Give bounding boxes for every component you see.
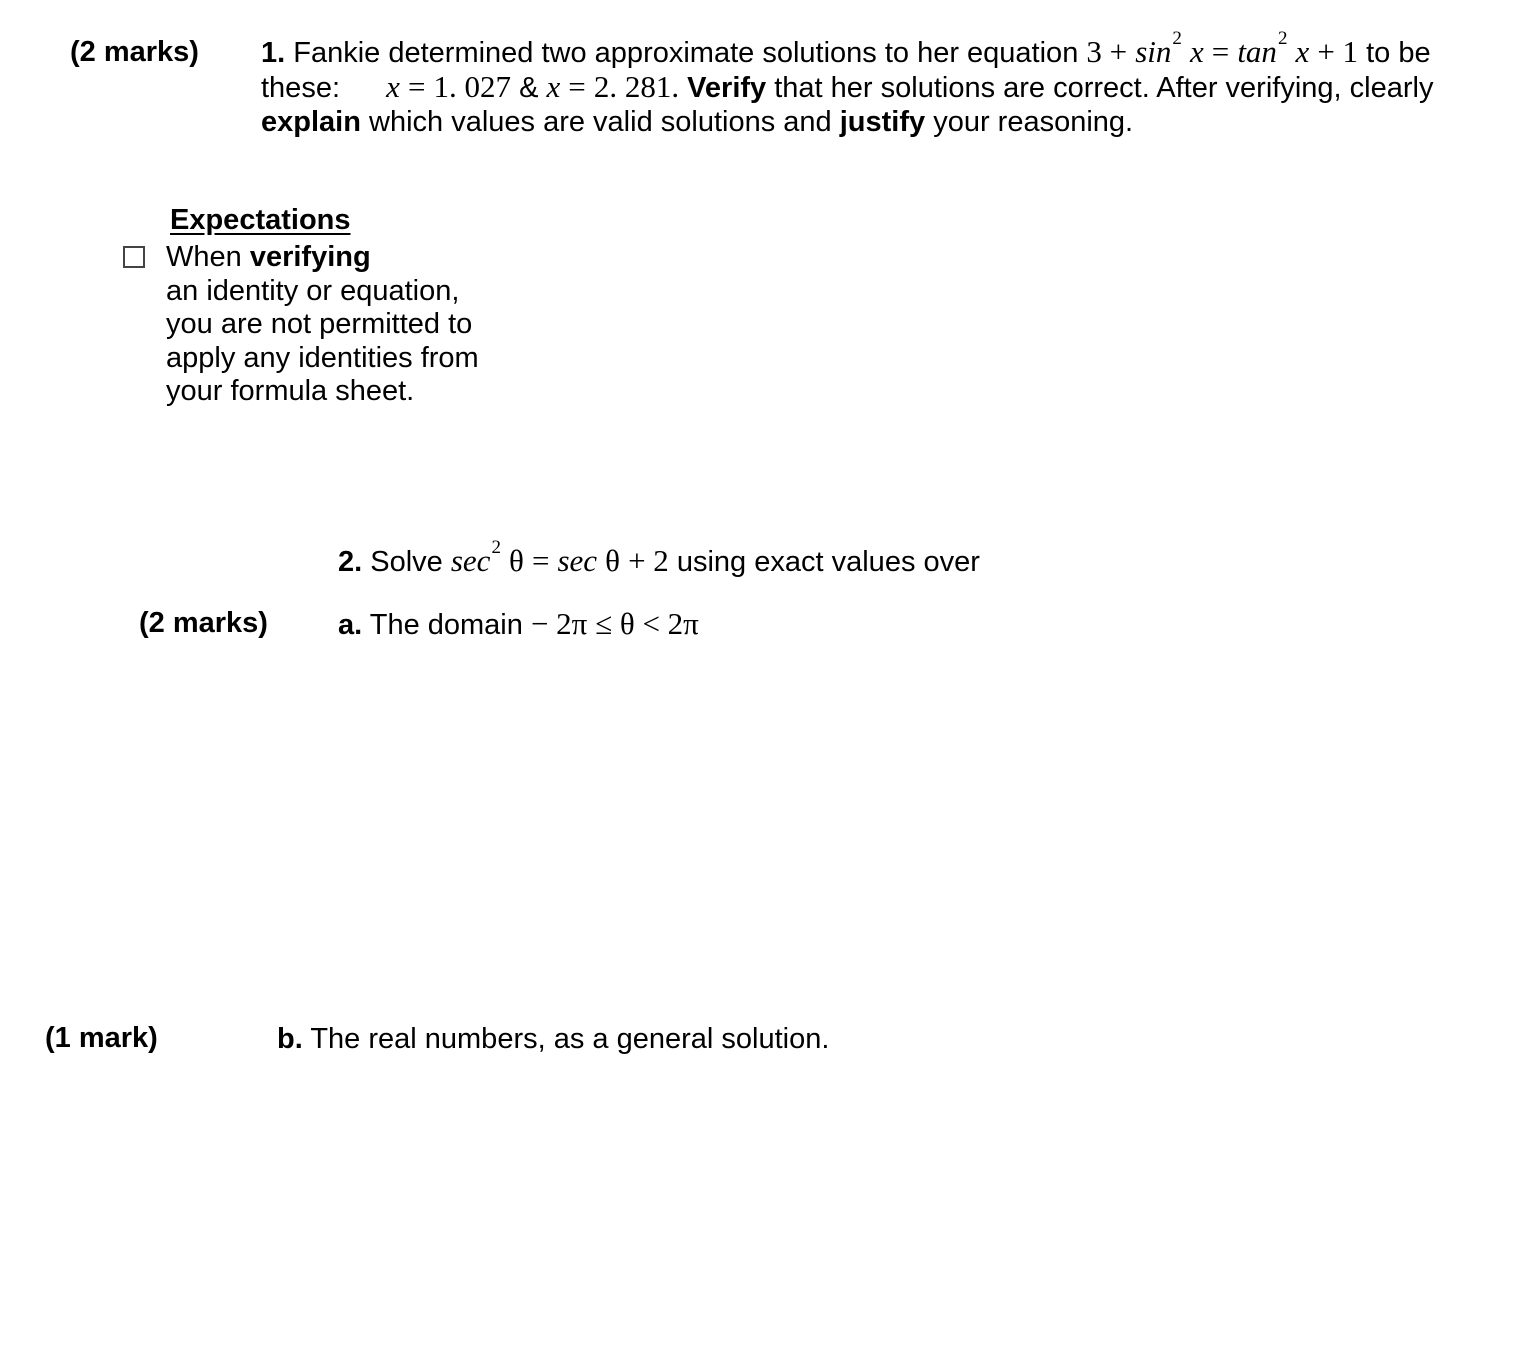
q2b-marks: (1 mark) (45, 1022, 158, 1054)
q1-to-be: to be (1366, 37, 1431, 69)
q2-sec2: sec (557, 543, 598, 578)
q1-these: these: (261, 72, 340, 104)
expectation-line-5: your formula sheet. (166, 375, 415, 407)
expectation-line-1 (166, 241, 526, 275)
q2b-label: b. (277, 1023, 303, 1055)
q1-eq-tan-exp: 2 (1277, 28, 1288, 49)
q1-justify-word: justify (839, 106, 926, 138)
q2-plus2: + 2 (628, 543, 669, 578)
q2a-marks: (2 marks) (139, 607, 268, 639)
q1-explain-word: explain (261, 106, 361, 138)
q2-rest: using exact values over (676, 546, 980, 578)
q1-sol1-eq: = (407, 69, 426, 104)
q1-line-1 (261, 28, 1511, 70)
q1-eq-sin-exp: 2 (1172, 28, 1182, 49)
q1-explain-mid: which values are valid solutions and (369, 106, 832, 138)
q1-eq-sin: sin (1135, 34, 1172, 69)
q1-verify-word: Verify (687, 72, 767, 104)
q1-number: 1. (261, 37, 286, 69)
expectation-line-4: apply any identities from (166, 341, 479, 374)
q2-number: 2. (338, 546, 363, 578)
q2b-text (277, 1022, 829, 1056)
expectation-verifying: verifying (249, 241, 371, 273)
q1-sol2-eq: = (568, 69, 586, 104)
q2a-text (338, 607, 699, 642)
q1-intro: Fankie determined two approximate solutions to her equation (293, 37, 1079, 69)
q1-amp: & (519, 72, 539, 104)
q1-verify-rest: that her solutions are correct. After verifying, clearly (774, 72, 1434, 104)
q1-line-3 (261, 105, 1511, 139)
expectation-line-2: an identity or equation, (166, 274, 460, 307)
q1-eq-plus1: + 1 (1317, 34, 1359, 69)
expectation-when: When (166, 241, 242, 273)
expectation-checkbox[interactable] (123, 246, 145, 268)
expectation-text (166, 241, 526, 409)
q1-sol2-val: 2. 281. (593, 69, 680, 104)
q2a-label: a. (338, 609, 363, 641)
q1-line-2 (261, 70, 1511, 105)
q2a-domain-expr: − 2π ≤ θ < 2π (530, 606, 699, 641)
expectation-line-3: you are not permitted to (166, 308, 473, 340)
expectations-heading: Expectations (170, 204, 351, 236)
q2-solve: Solve (370, 546, 443, 578)
q1-sol2-x: x (546, 69, 561, 104)
q1-sol1-x: x (386, 69, 400, 104)
q2-equals: = (531, 543, 550, 578)
q2-theta1: θ (509, 543, 524, 578)
q2b-content: The real numbers, as a general solution. (310, 1023, 830, 1055)
q1-explain-end: your reasoning. (933, 106, 1134, 138)
q1-text (261, 28, 1511, 139)
q2-theta2: θ (605, 543, 620, 578)
q2-sec-exp: 2 (491, 537, 501, 558)
q1-eq-x1: x (1189, 34, 1204, 69)
q2-sec1: sec (450, 543, 491, 578)
q2a-domain-text: The domain (369, 609, 523, 641)
q1-eq-equals: = (1211, 34, 1230, 69)
q1-eq-3: 3 + (1086, 34, 1128, 69)
q2-text (338, 537, 980, 579)
q1-marks: (2 marks) (70, 36, 199, 68)
q1-eq-tan: tan (1237, 34, 1277, 69)
q1-eq-x2: x (1295, 34, 1310, 69)
q1-sol1-val: 1. 027 (433, 69, 511, 104)
